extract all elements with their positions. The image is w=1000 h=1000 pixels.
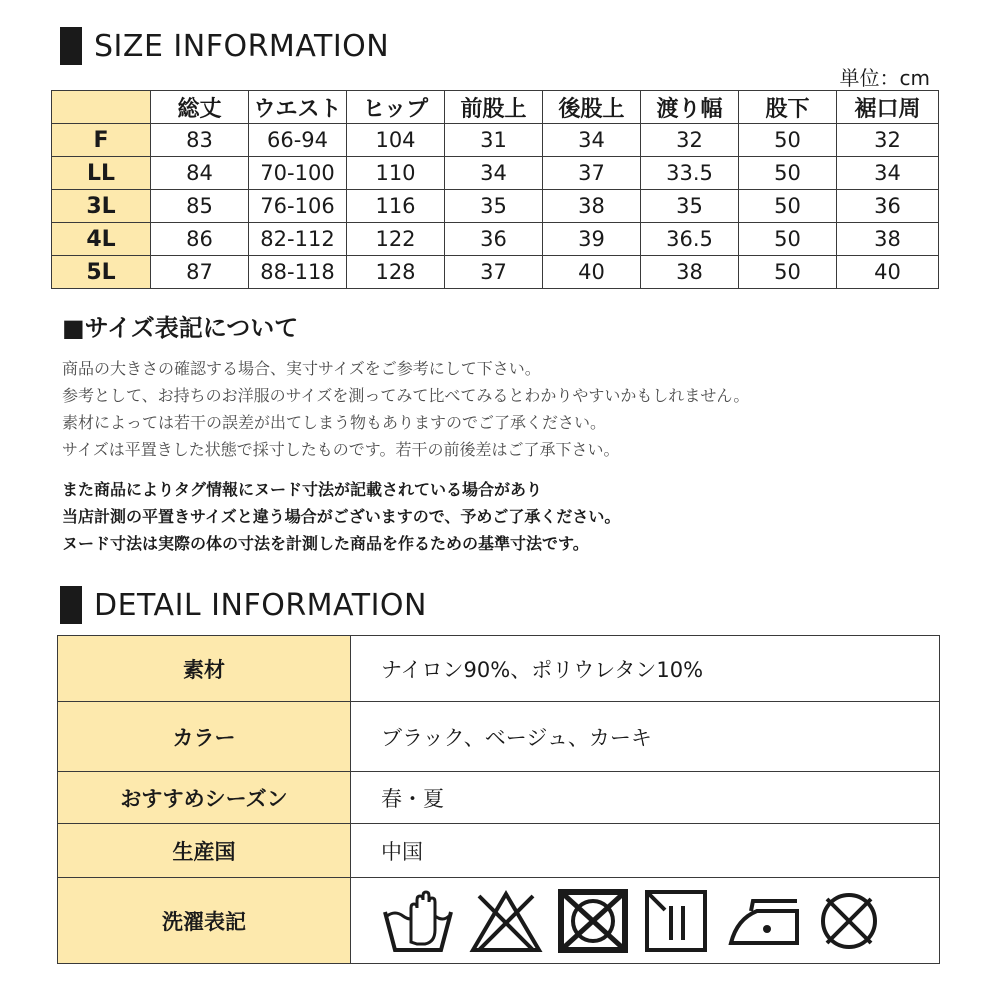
table-cell: 110 bbox=[347, 157, 445, 190]
no-tumble-dry-icon bbox=[557, 888, 629, 954]
table-row bbox=[58, 772, 940, 824]
table-cell: 128 bbox=[347, 256, 445, 289]
column-header: 股下 bbox=[739, 91, 837, 124]
nude-size-notes bbox=[62, 476, 620, 557]
detail-value: ブラック、ベージュ、カーキ bbox=[351, 702, 940, 772]
section-marker bbox=[60, 586, 82, 624]
table-cell: 36 bbox=[445, 223, 543, 256]
note-line: 当店計測の平置きサイズと違う場合がございますので、予めご了承ください。 bbox=[62, 507, 621, 526]
table-row bbox=[52, 124, 939, 157]
table-cell: 37 bbox=[543, 157, 641, 190]
table-cell: 88-118 bbox=[249, 256, 347, 289]
table-corner bbox=[52, 91, 151, 124]
no-bleach-icon bbox=[469, 888, 543, 954]
table-cell: 37 bbox=[445, 256, 543, 289]
note-line: ヌード寸法は実際の体の寸法を計測した商品を作るための基準寸法です。 bbox=[62, 534, 589, 553]
column-header: 前股上 bbox=[445, 91, 543, 124]
hand-wash-icon bbox=[381, 886, 455, 956]
table-cell: 86 bbox=[151, 223, 249, 256]
detail-label: カラー bbox=[58, 702, 351, 772]
detail-section-title: DETAIL INFORMATION bbox=[94, 587, 427, 623]
table-row bbox=[58, 702, 940, 772]
table-cell: 70-100 bbox=[249, 157, 347, 190]
size-label: 3L bbox=[52, 190, 151, 223]
table-row bbox=[58, 636, 940, 702]
table-cell: 66-94 bbox=[249, 124, 347, 157]
table-cell: 116 bbox=[347, 190, 445, 223]
detail-value: 春・夏 bbox=[351, 772, 940, 824]
detail-table bbox=[57, 635, 940, 964]
table-cell: 36.5 bbox=[641, 223, 739, 256]
detail-section-header bbox=[60, 585, 427, 625]
column-header: ウエスト bbox=[249, 91, 347, 124]
note-line: また商品によりタグ情報にヌード寸法が記載されている場合があり bbox=[62, 480, 543, 499]
table-row bbox=[52, 256, 939, 289]
table-cell: 84 bbox=[151, 157, 249, 190]
table-cell: 104 bbox=[347, 124, 445, 157]
size-section-header bbox=[60, 26, 389, 66]
table-cell: 36 bbox=[837, 190, 939, 223]
size-notes bbox=[62, 355, 749, 463]
table-cell: 82-112 bbox=[249, 223, 347, 256]
size-label: F bbox=[52, 124, 151, 157]
table-cell: 34 bbox=[837, 157, 939, 190]
detail-label: 素材 bbox=[58, 636, 351, 702]
table-cell: 50 bbox=[739, 256, 837, 289]
size-label: 4L bbox=[52, 223, 151, 256]
table-cell: 34 bbox=[543, 124, 641, 157]
table-row bbox=[58, 824, 940, 878]
table-cell: 34 bbox=[445, 157, 543, 190]
column-header: 総丈 bbox=[151, 91, 249, 124]
table-cell: 50 bbox=[739, 124, 837, 157]
table-cell: 76-106 bbox=[249, 190, 347, 223]
table-cell: 33.5 bbox=[641, 157, 739, 190]
column-header: 裾口周 bbox=[837, 91, 939, 124]
table-cell: 122 bbox=[347, 223, 445, 256]
table-cell: 83 bbox=[151, 124, 249, 157]
table-cell: 31 bbox=[445, 124, 543, 157]
iron-low-icon bbox=[723, 891, 803, 951]
section-marker bbox=[60, 27, 82, 65]
table-cell: 85 bbox=[151, 190, 249, 223]
size-section-title: SIZE INFORMATION bbox=[94, 28, 390, 64]
column-header: 後股上 bbox=[543, 91, 641, 124]
table-cell: 50 bbox=[739, 190, 837, 223]
detail-value: 中国 bbox=[351, 824, 940, 878]
detail-label: 洗濯表記 bbox=[58, 878, 351, 964]
note-line: 素材によっては若干の誤差が出てしまう物もありますのでご了承ください。 bbox=[62, 413, 607, 432]
column-header: 渡り幅 bbox=[641, 91, 739, 124]
table-row bbox=[52, 190, 939, 223]
table-cell: 38 bbox=[543, 190, 641, 223]
detail-label: おすすめシーズン bbox=[58, 772, 351, 824]
table-row bbox=[52, 223, 939, 256]
table-cell: 35 bbox=[445, 190, 543, 223]
table-cell: 35 bbox=[641, 190, 739, 223]
note-line: サイズは平置きした状態で採寸したものです。若干の前後差はご了承下さい。 bbox=[62, 440, 620, 459]
note-line: 商品の大きさの確認する場合、実寸サイズをご参考にして下さい。 bbox=[62, 359, 541, 378]
care-icons-cell bbox=[351, 878, 940, 964]
table-cell: 87 bbox=[151, 256, 249, 289]
no-dry-clean-icon bbox=[817, 889, 881, 953]
size-label: 5L bbox=[52, 256, 151, 289]
table-cell: 32 bbox=[641, 124, 739, 157]
size-label: LL bbox=[52, 157, 151, 190]
detail-value: ナイロン90%、ポリウレタン10% bbox=[351, 636, 940, 702]
table-cell: 50 bbox=[739, 157, 837, 190]
detail-label: 生産国 bbox=[58, 824, 351, 878]
table-cell: 50 bbox=[739, 223, 837, 256]
size-table-header-row bbox=[52, 91, 939, 124]
note-line: 参考として、お持ちのお洋服のサイズを測ってみて比べてみるとわかりやすいかもしれません。 bbox=[62, 386, 750, 405]
table-cell: 40 bbox=[543, 256, 641, 289]
column-header: ヒップ bbox=[347, 91, 445, 124]
table-cell: 38 bbox=[641, 256, 739, 289]
size-table bbox=[51, 90, 939, 289]
table-cell: 39 bbox=[543, 223, 641, 256]
table-cell: 38 bbox=[837, 223, 939, 256]
size-notes-title: ■サイズ表記について bbox=[62, 314, 299, 342]
care-icons bbox=[381, 886, 939, 956]
table-row bbox=[52, 157, 939, 190]
table-row bbox=[58, 878, 940, 964]
unit-label: 単位：cm bbox=[839, 66, 930, 90]
table-cell: 32 bbox=[837, 124, 939, 157]
line-dry-shade-icon bbox=[643, 888, 709, 954]
table-cell: 40 bbox=[837, 256, 939, 289]
